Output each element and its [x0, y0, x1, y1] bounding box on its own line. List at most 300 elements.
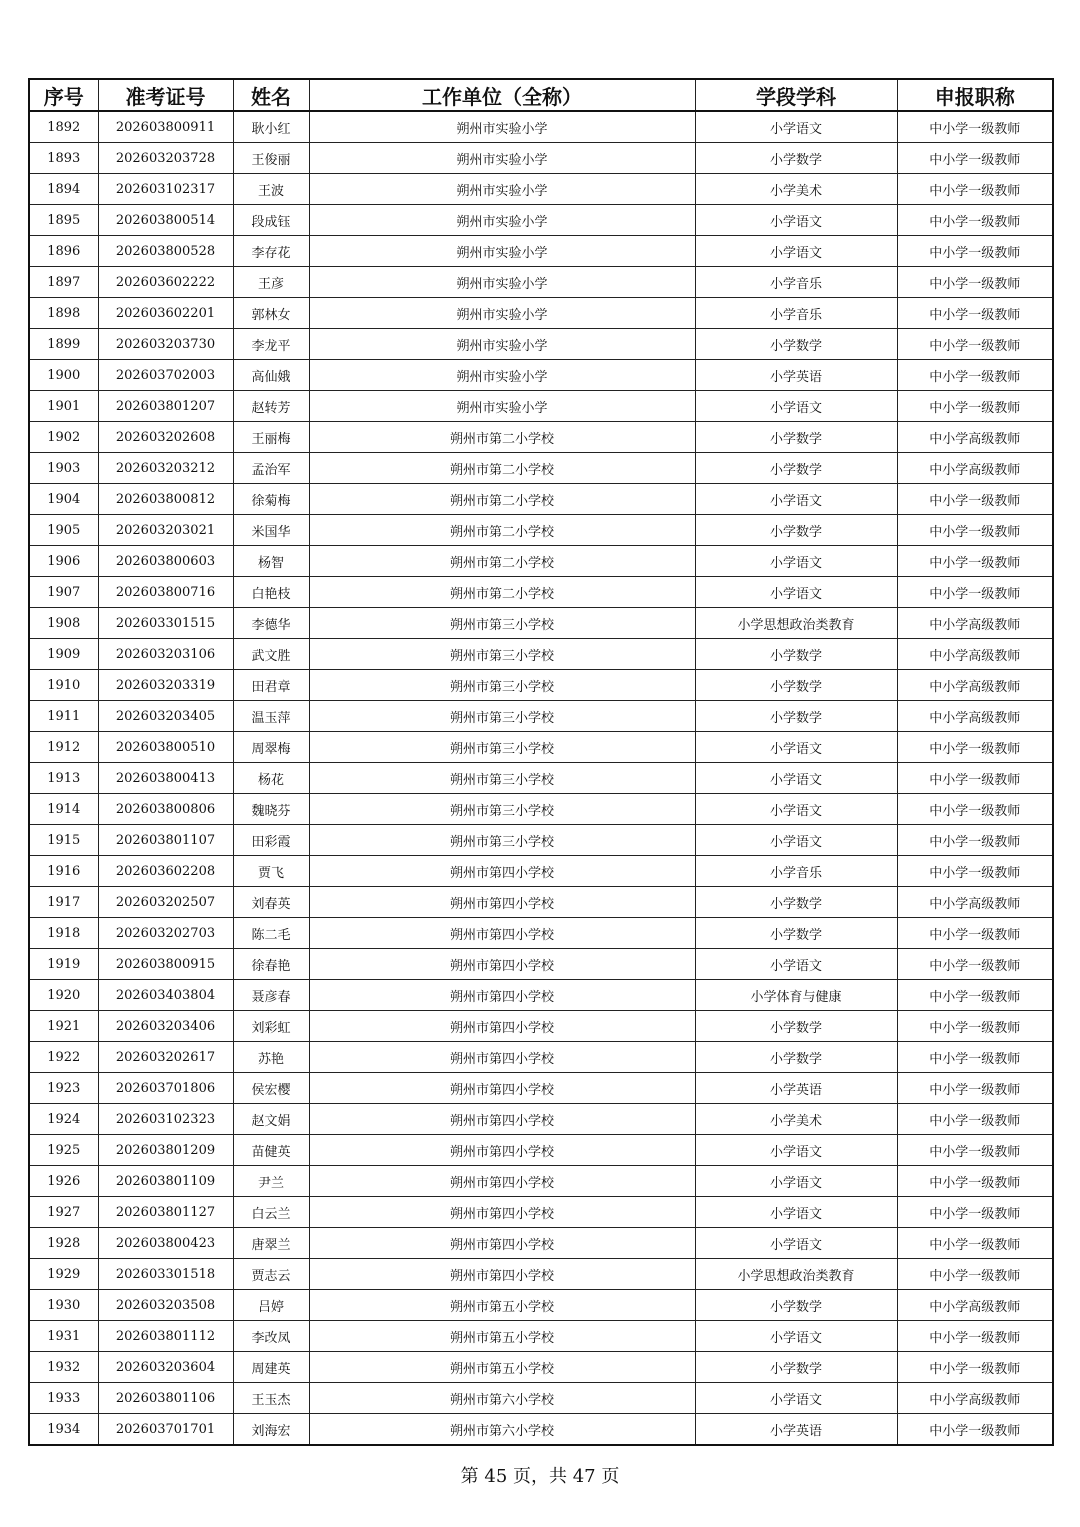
- cell-name: 郭林女: [233, 298, 309, 329]
- cell-seq: 1900: [29, 360, 98, 391]
- header-title: 申报职称: [897, 79, 1053, 111]
- cell-subject: 小学语文: [695, 949, 897, 980]
- table-row: [29, 1135, 1053, 1166]
- cell-title: 中小学一级教师: [897, 174, 1053, 205]
- cell-subject: 小学音乐: [695, 856, 897, 887]
- cell-title: 中小学一级教师: [897, 577, 1053, 608]
- table-row: [29, 111, 1053, 143]
- cell-subject: 小学音乐: [695, 298, 897, 329]
- cell-title: 中小学一级教师: [897, 329, 1053, 360]
- cell-title: 中小学一级教师: [897, 825, 1053, 856]
- cell-workplace: 朔州市实验小学: [309, 111, 695, 143]
- cell-name: 周建英: [233, 1352, 309, 1383]
- cell-subject: 小学美术: [695, 1104, 897, 1135]
- cell-seq: 1910: [29, 670, 98, 701]
- cell-name: 杨花: [233, 763, 309, 794]
- cell-exam-id: 202603403804: [98, 980, 233, 1011]
- cell-subject: 小学语文: [695, 391, 897, 422]
- cell-exam-id: 202603801127: [98, 1197, 233, 1228]
- cell-name: 王彦: [233, 267, 309, 298]
- cell-exam-id: 202603800413: [98, 763, 233, 794]
- header-row: [29, 79, 1053, 111]
- cell-seq: 1905: [29, 515, 98, 546]
- cell-name: 武文胜: [233, 639, 309, 670]
- cell-name: 白云兰: [233, 1197, 309, 1228]
- cell-seq: 1912: [29, 732, 98, 763]
- cell-subject: 小学语文: [695, 484, 897, 515]
- cell-workplace: 朔州市第二小学校: [309, 422, 695, 453]
- cell-seq: 1897: [29, 267, 98, 298]
- cell-seq: 1920: [29, 980, 98, 1011]
- table-row: [29, 949, 1053, 980]
- cell-seq: 1928: [29, 1228, 98, 1259]
- table-row: [29, 1228, 1053, 1259]
- cell-exam-id: 202603800716: [98, 577, 233, 608]
- table-row: [29, 205, 1053, 236]
- cell-title: 中小学一级教师: [897, 298, 1053, 329]
- cell-name: 李存花: [233, 236, 309, 267]
- table-row: [29, 453, 1053, 484]
- cell-seq: 1924: [29, 1104, 98, 1135]
- cell-exam-id: 202603202703: [98, 918, 233, 949]
- cell-workplace: 朔州市第四小学校: [309, 1259, 695, 1290]
- cell-subject: 小学语文: [695, 1197, 897, 1228]
- cell-exam-id: 202603800510: [98, 732, 233, 763]
- cell-exam-id: 202603203730: [98, 329, 233, 360]
- cell-workplace: 朔州市第三小学校: [309, 670, 695, 701]
- cell-title: 中小学一级教师: [897, 1197, 1053, 1228]
- cell-workplace: 朔州市第四小学校: [309, 1011, 695, 1042]
- cell-exam-id: 202603203021: [98, 515, 233, 546]
- cell-workplace: 朔州市实验小学: [309, 329, 695, 360]
- cell-seq: 1894: [29, 174, 98, 205]
- cell-exam-id: 202603203106: [98, 639, 233, 670]
- cell-subject: 小学思想政治类教育: [695, 608, 897, 639]
- cell-name: 米国华: [233, 515, 309, 546]
- candidate-table: [28, 78, 1054, 1446]
- cell-name: 田君章: [233, 670, 309, 701]
- cell-title: 中小学一级教师: [897, 111, 1053, 143]
- cell-subject: 小学语文: [695, 1135, 897, 1166]
- cell-name: 田彩霞: [233, 825, 309, 856]
- cell-seq: 1931: [29, 1321, 98, 1352]
- cell-subject: 小学语文: [695, 577, 897, 608]
- cell-subject: 小学数学: [695, 1011, 897, 1042]
- cell-exam-id: 202603602201: [98, 298, 233, 329]
- cell-exam-id: 202603202608: [98, 422, 233, 453]
- cell-subject: 小学语文: [695, 1228, 897, 1259]
- cell-title: 中小学一级教师: [897, 236, 1053, 267]
- cell-workplace: 朔州市实验小学: [309, 267, 695, 298]
- cell-title: 中小学高级教师: [897, 608, 1053, 639]
- cell-seq: 1925: [29, 1135, 98, 1166]
- cell-seq: 1904: [29, 484, 98, 515]
- cell-seq: 1926: [29, 1166, 98, 1197]
- cell-subject: 小学数学: [695, 701, 897, 732]
- cell-name: 白艳枝: [233, 577, 309, 608]
- header-exam-id: 准考证号: [98, 79, 233, 111]
- cell-exam-id: 202603203508: [98, 1290, 233, 1321]
- cell-seq: 1918: [29, 918, 98, 949]
- cell-title: 中小学高级教师: [897, 422, 1053, 453]
- cell-subject: 小学音乐: [695, 267, 897, 298]
- cell-exam-id: 202603102323: [98, 1104, 233, 1135]
- cell-name: 段成钰: [233, 205, 309, 236]
- cell-title: 中小学一级教师: [897, 949, 1053, 980]
- cell-exam-id: 202603702003: [98, 360, 233, 391]
- cell-exam-id: 202603801112: [98, 1321, 233, 1352]
- cell-seq: 1906: [29, 546, 98, 577]
- cell-exam-id: 202603801207: [98, 391, 233, 422]
- cell-name: 尹兰: [233, 1166, 309, 1197]
- cell-exam-id: 202603203212: [98, 453, 233, 484]
- header-name: 姓名: [233, 79, 309, 111]
- table-row: [29, 1352, 1053, 1383]
- cell-seq: 1913: [29, 763, 98, 794]
- cell-exam-id: 202603801209: [98, 1135, 233, 1166]
- table-row: [29, 484, 1053, 515]
- cell-name: 李德华: [233, 608, 309, 639]
- table-row: [29, 1073, 1053, 1104]
- cell-seq: 1909: [29, 639, 98, 670]
- cell-name: 苗健英: [233, 1135, 309, 1166]
- table-row: [29, 608, 1053, 639]
- table-row: [29, 856, 1053, 887]
- header-seq: 序号: [29, 79, 98, 111]
- cell-seq: 1927: [29, 1197, 98, 1228]
- cell-seq: 1930: [29, 1290, 98, 1321]
- cell-name: 贾飞: [233, 856, 309, 887]
- cell-subject: 小学语文: [695, 825, 897, 856]
- cell-subject: 小学思想政治类教育: [695, 1259, 897, 1290]
- table-row: [29, 763, 1053, 794]
- table-row: [29, 267, 1053, 298]
- cell-exam-id: 202603800514: [98, 205, 233, 236]
- cell-workplace: 朔州市第四小学校: [309, 1135, 695, 1166]
- cell-workplace: 朔州市第二小学校: [309, 484, 695, 515]
- cell-workplace: 朔州市第二小学校: [309, 546, 695, 577]
- cell-title: 中小学一级教师: [897, 918, 1053, 949]
- table-row: [29, 887, 1053, 918]
- cell-exam-id: 202603203405: [98, 701, 233, 732]
- cell-workplace: 朔州市第三小学校: [309, 732, 695, 763]
- cell-seq: 1914: [29, 794, 98, 825]
- cell-name: 李龙平: [233, 329, 309, 360]
- cell-name: 徐春艳: [233, 949, 309, 980]
- cell-title: 中小学高级教师: [897, 1383, 1053, 1414]
- cell-workplace: 朔州市第五小学校: [309, 1352, 695, 1383]
- cell-name: 耿小红: [233, 111, 309, 143]
- cell-seq: 1929: [29, 1259, 98, 1290]
- cell-seq: 1902: [29, 422, 98, 453]
- cell-subject: 小学数学: [695, 639, 897, 670]
- table-row: [29, 391, 1053, 422]
- table-row: [29, 329, 1053, 360]
- cell-seq: 1933: [29, 1383, 98, 1414]
- cell-title: 中小学高级教师: [897, 453, 1053, 484]
- cell-workplace: 朔州市第二小学校: [309, 453, 695, 484]
- page-number: 第 45 页，共 47 页: [460, 1466, 620, 1487]
- cell-seq: 1915: [29, 825, 98, 856]
- cell-title: 中小学一级教师: [897, 980, 1053, 1011]
- cell-name: 赵转芳: [233, 391, 309, 422]
- cell-workplace: 朔州市第六小学校: [309, 1383, 695, 1414]
- table-row: [29, 422, 1053, 453]
- cell-workplace: 朔州市第六小学校: [309, 1414, 695, 1446]
- cell-title: 中小学一级教师: [897, 1135, 1053, 1166]
- table-row: [29, 360, 1053, 391]
- cell-title: 中小学一级教师: [897, 1414, 1053, 1446]
- cell-title: 中小学一级教师: [897, 732, 1053, 763]
- cell-name: 王丽梅: [233, 422, 309, 453]
- cell-exam-id: 202603701806: [98, 1073, 233, 1104]
- cell-title: 中小学高级教师: [897, 701, 1053, 732]
- cell-subject: 小学数学: [695, 1042, 897, 1073]
- cell-workplace: 朔州市第四小学校: [309, 1042, 695, 1073]
- cell-workplace: 朔州市第四小学校: [309, 918, 695, 949]
- cell-subject: 小学数学: [695, 670, 897, 701]
- cell-subject: 小学数学: [695, 918, 897, 949]
- cell-subject: 小学数学: [695, 453, 897, 484]
- cell-seq: 1916: [29, 856, 98, 887]
- cell-exam-id: 202603800806: [98, 794, 233, 825]
- cell-exam-id: 202603203319: [98, 670, 233, 701]
- cell-name: 刘春英: [233, 887, 309, 918]
- cell-seq: 1932: [29, 1352, 98, 1383]
- cell-workplace: 朔州市实验小学: [309, 143, 695, 174]
- cell-subject: 小学数学: [695, 329, 897, 360]
- cell-seq: 1901: [29, 391, 98, 422]
- cell-exam-id: 202603602222: [98, 267, 233, 298]
- cell-workplace: 朔州市第四小学校: [309, 1228, 695, 1259]
- cell-exam-id: 202603301515: [98, 608, 233, 639]
- cell-seq: 1917: [29, 887, 98, 918]
- cell-subject: 小学数学: [695, 1290, 897, 1321]
- cell-title: 中小学高级教师: [897, 639, 1053, 670]
- cell-exam-id: 202603203604: [98, 1352, 233, 1383]
- table-row: [29, 577, 1053, 608]
- cell-name: 陈二毛: [233, 918, 309, 949]
- cell-seq: 1934: [29, 1414, 98, 1446]
- cell-exam-id: 202603800915: [98, 949, 233, 980]
- cell-name: 王波: [233, 174, 309, 205]
- cell-workplace: 朔州市第三小学校: [309, 608, 695, 639]
- table-row: [29, 1321, 1053, 1352]
- cell-subject: 小学数学: [695, 515, 897, 546]
- table-row: [29, 1104, 1053, 1135]
- cell-title: 中小学一级教师: [897, 1104, 1053, 1135]
- cell-title: 中小学一级教师: [897, 794, 1053, 825]
- cell-workplace: 朔州市第四小学校: [309, 949, 695, 980]
- cell-exam-id: 202603202507: [98, 887, 233, 918]
- table-row: [29, 918, 1053, 949]
- cell-title: 中小学一级教师: [897, 1073, 1053, 1104]
- cell-workplace: 朔州市第三小学校: [309, 825, 695, 856]
- cell-title: 中小学一级教师: [897, 1228, 1053, 1259]
- cell-subject: 小学语文: [695, 794, 897, 825]
- table-row: [29, 1290, 1053, 1321]
- cell-title: 中小学一级教师: [897, 1166, 1053, 1197]
- table-row: [29, 1042, 1053, 1073]
- cell-title: 中小学一级教师: [897, 546, 1053, 577]
- cell-seq: 1892: [29, 111, 98, 143]
- cell-workplace: 朔州市第二小学校: [309, 577, 695, 608]
- cell-name: 吕婷: [233, 1290, 309, 1321]
- cell-title: 中小学一级教师: [897, 1321, 1053, 1352]
- table-row: [29, 1197, 1053, 1228]
- cell-subject: 小学数学: [695, 887, 897, 918]
- cell-name: 王玉杰: [233, 1383, 309, 1414]
- cell-exam-id: 202603102317: [98, 174, 233, 205]
- cell-name: 周翠梅: [233, 732, 309, 763]
- table-row: [29, 1011, 1053, 1042]
- cell-name: 高仙娥: [233, 360, 309, 391]
- cell-exam-id: 202603203406: [98, 1011, 233, 1042]
- cell-subject: 小学英语: [695, 1073, 897, 1104]
- cell-name: 聂彦春: [233, 980, 309, 1011]
- cell-exam-id: 202603701701: [98, 1414, 233, 1446]
- cell-workplace: 朔州市实验小学: [309, 205, 695, 236]
- cell-title: 中小学一级教师: [897, 205, 1053, 236]
- cell-title: 中小学一级教师: [897, 856, 1053, 887]
- header-subject: 学段学科: [695, 79, 897, 111]
- cell-name: 侯宏樱: [233, 1073, 309, 1104]
- cell-subject: 小学数学: [695, 143, 897, 174]
- cell-title: 中小学一级教师: [897, 143, 1053, 174]
- cell-subject: 小学语文: [695, 1321, 897, 1352]
- cell-name: 王俊丽: [233, 143, 309, 174]
- cell-workplace: 朔州市第三小学校: [309, 639, 695, 670]
- table-row: [29, 639, 1053, 670]
- table-row: [29, 1259, 1053, 1290]
- cell-title: 中小学高级教师: [897, 670, 1053, 701]
- cell-name: 杨智: [233, 546, 309, 577]
- cell-title: 中小学一级教师: [897, 515, 1053, 546]
- cell-title: 中小学一级教师: [897, 1352, 1053, 1383]
- cell-seq: 1919: [29, 949, 98, 980]
- cell-subject: 小学数学: [695, 422, 897, 453]
- cell-workplace: 朔州市第五小学校: [309, 1321, 695, 1352]
- table-row: [29, 794, 1053, 825]
- cell-exam-id: 202603801106: [98, 1383, 233, 1414]
- cell-workplace: 朔州市第四小学校: [309, 1073, 695, 1104]
- table-row: [29, 143, 1053, 174]
- cell-exam-id: 202603801107: [98, 825, 233, 856]
- cell-seq: 1898: [29, 298, 98, 329]
- cell-subject: 小学英语: [695, 1414, 897, 1446]
- cell-seq: 1903: [29, 453, 98, 484]
- cell-workplace: 朔州市第五小学校: [309, 1290, 695, 1321]
- table-row: [29, 1414, 1053, 1446]
- table-row: [29, 825, 1053, 856]
- cell-subject: 小学数学: [695, 1352, 897, 1383]
- cell-seq: 1908: [29, 608, 98, 639]
- cell-title: 中小学一级教师: [897, 1259, 1053, 1290]
- cell-subject: 小学语文: [695, 111, 897, 143]
- cell-name: 魏晓芬: [233, 794, 309, 825]
- table-row: [29, 174, 1053, 205]
- cell-workplace: 朔州市实验小学: [309, 360, 695, 391]
- cell-subject: 小学语文: [695, 205, 897, 236]
- cell-name: 苏艳: [233, 1042, 309, 1073]
- cell-workplace: 朔州市实验小学: [309, 298, 695, 329]
- cell-name: 刘彩虹: [233, 1011, 309, 1042]
- cell-subject: 小学体育与健康: [695, 980, 897, 1011]
- cell-subject: 小学语文: [695, 732, 897, 763]
- cell-exam-id: 202603800812: [98, 484, 233, 515]
- table-row: [29, 1383, 1053, 1414]
- cell-title: 中小学一级教师: [897, 1042, 1053, 1073]
- cell-exam-id: 202603800423: [98, 1228, 233, 1259]
- cell-seq: 1911: [29, 701, 98, 732]
- cell-seq: 1923: [29, 1073, 98, 1104]
- cell-title: 中小学高级教师: [897, 887, 1053, 918]
- cell-workplace: 朔州市实验小学: [309, 391, 695, 422]
- cell-seq: 1899: [29, 329, 98, 360]
- cell-seq: 1907: [29, 577, 98, 608]
- cell-name: 刘海宏: [233, 1414, 309, 1446]
- cell-name: 赵文娟: [233, 1104, 309, 1135]
- cell-subject: 小学语文: [695, 1166, 897, 1197]
- cell-workplace: 朔州市第三小学校: [309, 701, 695, 732]
- cell-title: 中小学一级教师: [897, 763, 1053, 794]
- cell-name: 贾志云: [233, 1259, 309, 1290]
- cell-workplace: 朔州市第四小学校: [309, 1166, 695, 1197]
- cell-workplace: 朔州市第四小学校: [309, 1104, 695, 1135]
- cell-workplace: 朔州市第四小学校: [309, 856, 695, 887]
- cell-title: 中小学一级教师: [897, 267, 1053, 298]
- cell-title: 中小学一级教师: [897, 1011, 1053, 1042]
- table-row: [29, 1166, 1053, 1197]
- cell-seq: 1921: [29, 1011, 98, 1042]
- cell-exam-id: 202603202617: [98, 1042, 233, 1073]
- cell-name: 徐菊梅: [233, 484, 309, 515]
- cell-name: 李改凤: [233, 1321, 309, 1352]
- cell-seq: 1895: [29, 205, 98, 236]
- table-row: [29, 670, 1053, 701]
- cell-workplace: 朔州市第三小学校: [309, 763, 695, 794]
- cell-seq: 1922: [29, 1042, 98, 1073]
- cell-exam-id: 202603301518: [98, 1259, 233, 1290]
- table-row: [29, 515, 1053, 546]
- cell-subject: 小学语文: [695, 1383, 897, 1414]
- cell-name: 唐翠兰: [233, 1228, 309, 1259]
- cell-subject: 小学语文: [695, 546, 897, 577]
- cell-name: 温玉萍: [233, 701, 309, 732]
- cell-workplace: 朔州市第二小学校: [309, 515, 695, 546]
- cell-title: 中小学一级教师: [897, 391, 1053, 422]
- cell-exam-id: 202603203728: [98, 143, 233, 174]
- table-row: [29, 701, 1053, 732]
- cell-exam-id: 202603801109: [98, 1166, 233, 1197]
- cell-title: 中小学一级教师: [897, 360, 1053, 391]
- cell-exam-id: 202603800603: [98, 546, 233, 577]
- cell-subject: 小学语文: [695, 236, 897, 267]
- header-workplace: 工作单位（全称）: [309, 79, 695, 111]
- cell-workplace: 朔州市第三小学校: [309, 794, 695, 825]
- cell-subject: 小学英语: [695, 360, 897, 391]
- cell-workplace: 朔州市第四小学校: [309, 887, 695, 918]
- table-row: [29, 298, 1053, 329]
- cell-workplace: 朔州市实验小学: [309, 174, 695, 205]
- cell-subject: 小学语文: [695, 763, 897, 794]
- cell-exam-id: 202603800911: [98, 111, 233, 143]
- table-row: [29, 236, 1053, 267]
- cell-title: 中小学高级教师: [897, 1290, 1053, 1321]
- cell-title: 中小学一级教师: [897, 484, 1053, 515]
- cell-exam-id: 202603602208: [98, 856, 233, 887]
- table-row: [29, 732, 1053, 763]
